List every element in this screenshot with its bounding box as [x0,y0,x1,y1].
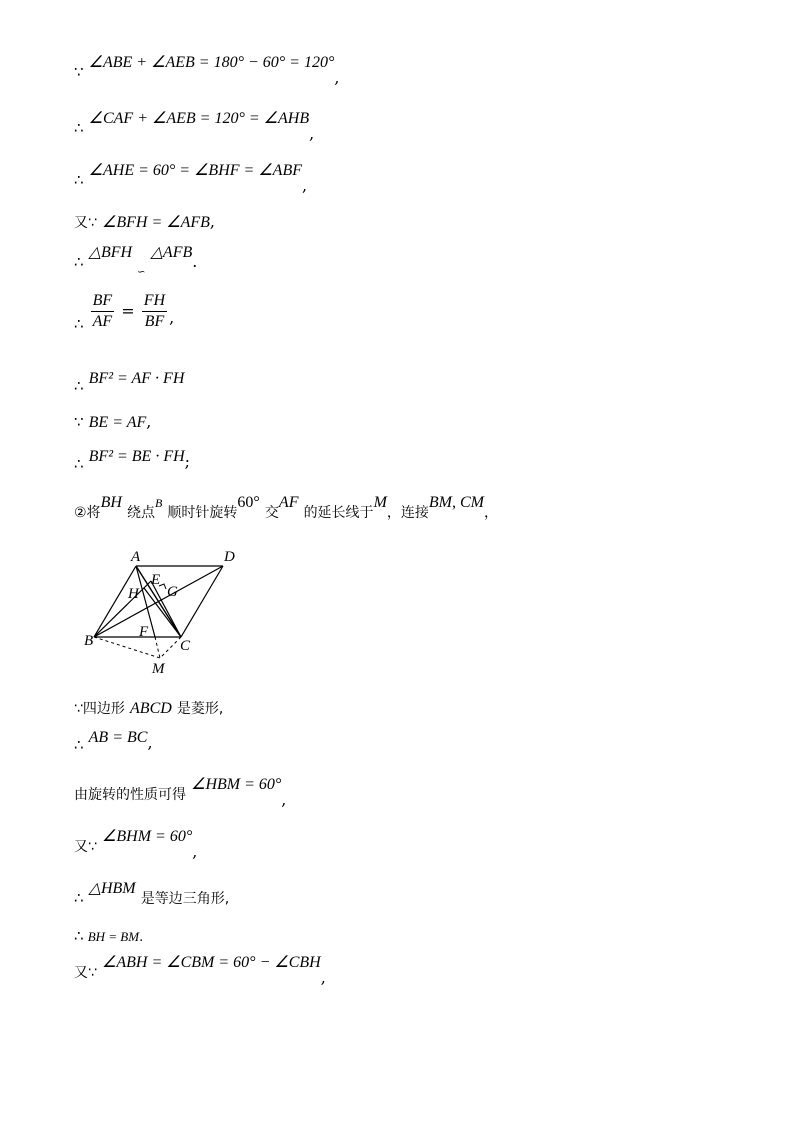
similar-symbol: ∽ [137,267,146,278]
proof-line-12 [74,727,153,754]
proof-line-8 [74,412,151,433]
therefore-symbol: ∴ [74,455,84,473]
angle-60: 60° [237,494,260,511]
segment-bm [94,637,160,658]
proof-line-1 [74,54,340,87]
segment-fm [155,637,160,658]
equation: BH = BM [87,929,140,944]
equation: ∠HBM = 60° [191,776,282,793]
punctuation: , [281,790,287,809]
equation: ∠ABE + ∠AEB = 180° − 60° = 120° [88,54,335,71]
label-e: E [151,572,161,588]
label-b: B [84,633,94,649]
proof-line-15 [74,880,230,909]
numerator: BF [91,292,115,312]
denominator: BF [144,313,165,330]
punctuation: , [147,733,153,752]
step-text: 的延长线于 [303,505,374,521]
also-because-symbol: 又∵ [74,965,97,981]
label-c: C [180,638,191,654]
label-a: A [131,549,141,565]
step-text: ②将 [74,505,101,521]
segment-cm [160,637,181,658]
therefore-symbol: ∴ [74,253,84,271]
quadrilateral-abcd: ABCD [130,700,172,717]
because-symbol: ∵ [74,63,84,81]
therefore-symbol: ∴ [74,736,84,754]
also-because-symbol: 又∵ [74,839,97,855]
punctuation: , [192,842,198,861]
fraction-fh-bf [142,292,167,331]
denominator: AF [92,313,113,330]
equation: ∠CAF + ∠AEB = 120° = ∠AHB [88,110,310,127]
proof-line-17 [74,954,326,987]
triangle-bfh: △BFH [88,244,133,261]
punctuation: , [146,412,152,431]
therefore-symbol: ∴ [74,314,84,333]
proof-line-3 [74,162,308,195]
equation: BF² = AF · FH [88,370,185,387]
segments-bm-cm: BM, CM [428,494,484,511]
step-text: ，连接 [386,505,429,521]
label-g: G [167,584,178,600]
triangle-afb: △AFB [150,244,193,261]
statement-text: 是菱形, [176,701,224,717]
equation: ∠BFH = ∠AFB [102,214,210,231]
punctuation: . [139,930,144,945]
label-d: D [224,549,235,565]
punctuation: ; [184,452,191,471]
step-text: 顺时针旋转 [167,505,238,521]
rotation-property-text: 由旋转的性质可得 [74,787,186,803]
therefore-symbol: ∴ [74,119,84,137]
proof-line-7 [74,368,185,395]
segment-af: AF [278,494,299,511]
punctuation: , [320,968,326,987]
because-text: ∵四边形 [74,701,125,717]
equation: ∠AHE = 60° = ∠BHF = ∠ABF [88,162,302,179]
punctuation: , [169,307,175,327]
because-symbol: ∵ [74,413,84,431]
label-f: F [139,624,149,640]
proof-line-14 [74,828,198,861]
equation: BF² = BE · FH [88,448,185,465]
triangle-hbm: △HBM [88,880,136,897]
equals-sign: = [121,301,135,321]
step-text: ， [484,505,498,521]
punctuation: , [334,68,340,87]
rhombus-figure [80,546,250,680]
proof-line-6 [74,292,174,331]
punctuation: , [301,176,308,195]
therefore-symbol: ∴ [74,889,84,907]
fraction-bf-af [91,292,115,331]
equation: AB = BC [88,729,148,746]
point-b: B [154,496,163,510]
numerator: FH [142,292,167,312]
therefore-symbol: ∴ [74,171,84,189]
therefore-symbol: ∴ [74,927,84,945]
proof-line-5 [74,244,198,283]
step-text: 交 [264,505,279,521]
proof-line-10 [74,494,498,523]
statement-text: 是等边三角形, [140,891,230,907]
label-m: M [152,661,165,677]
punctuation: . [192,252,198,271]
equation: BE = AF [88,414,147,431]
proof-line-16 [74,926,143,948]
proof-line-4 [74,212,215,233]
label-h: H [128,586,139,602]
equation: ∠BHM = 60° [102,828,193,845]
proof-line-9 [74,446,191,473]
proof-line-13 [74,776,287,809]
proof-line-2 [74,110,315,143]
point-m: M [373,494,387,511]
therefore-symbol: ∴ [74,377,84,395]
punctuation: , [309,124,315,143]
step-text: 绕点 [126,505,155,521]
also-because-symbol: 又∵ [74,215,97,231]
segment-dc [181,566,223,637]
punctuation: , [209,212,216,231]
segment-bh: BH [100,494,122,511]
proof-line-11 [74,698,223,719]
equation: ∠ABH = ∠CBM = 60° − ∠CBH [102,954,321,971]
